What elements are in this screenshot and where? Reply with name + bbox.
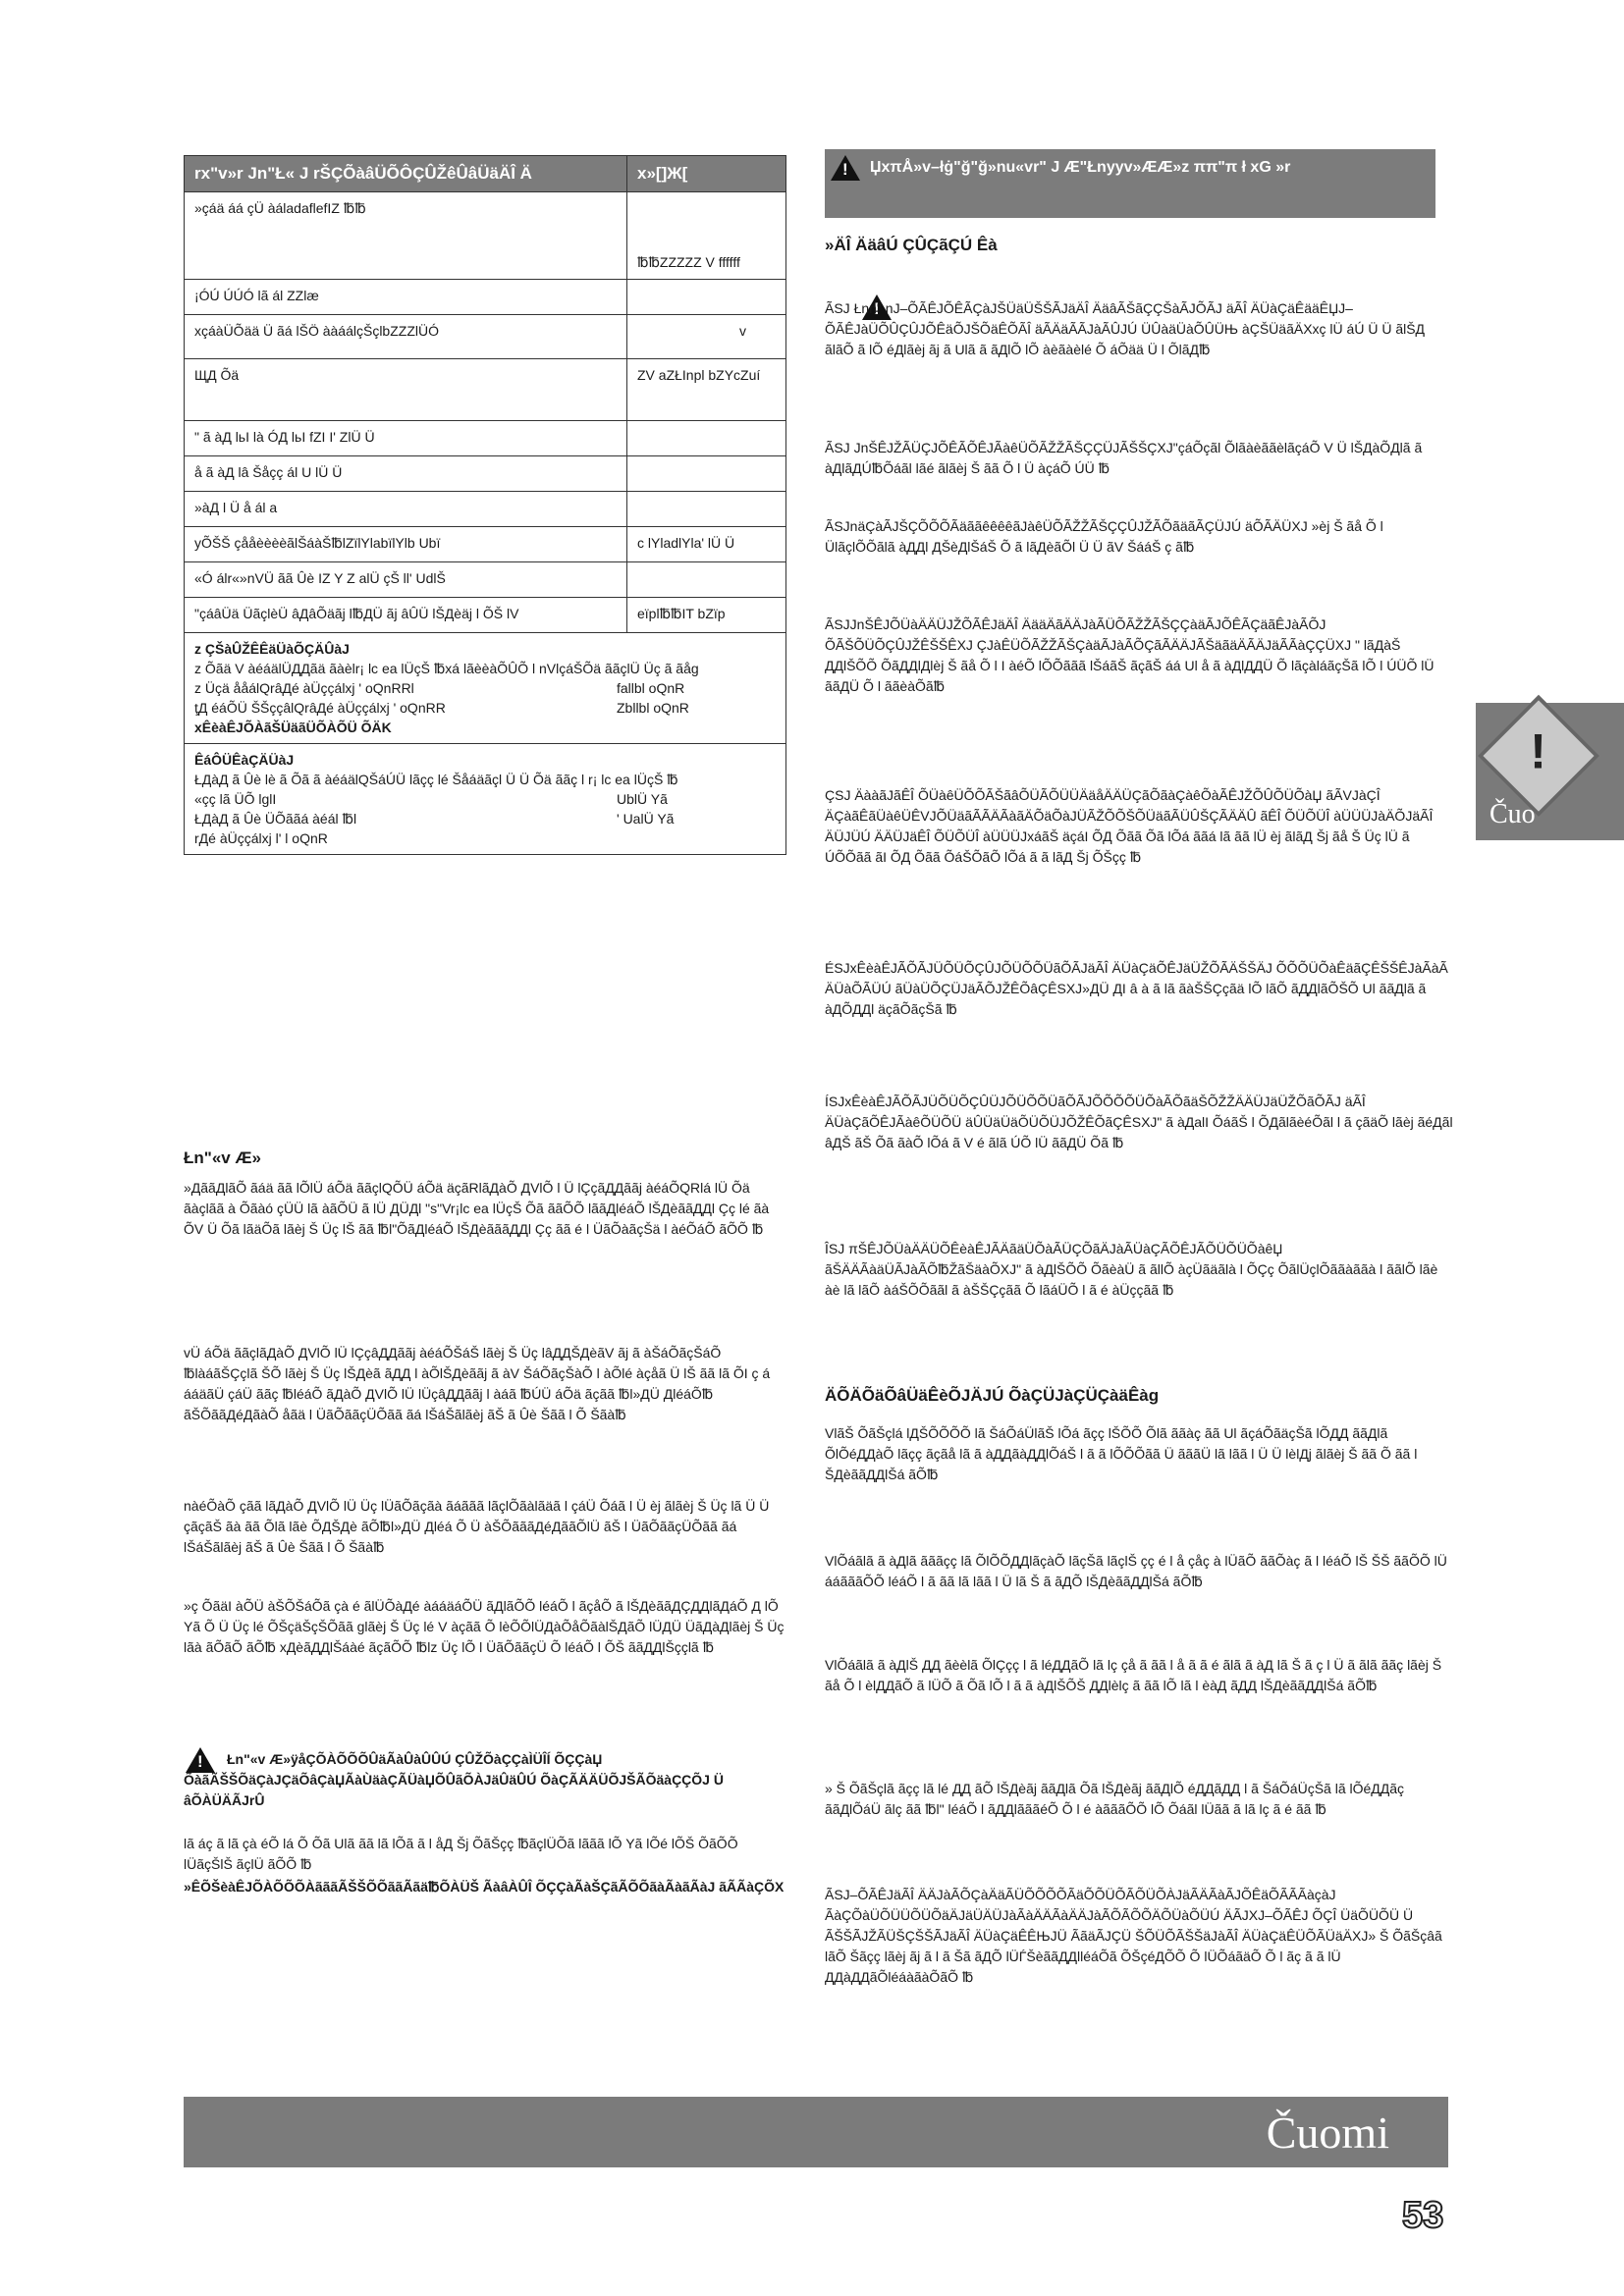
- row-value: [627, 280, 785, 314]
- row-value: v: [739, 323, 746, 339]
- vibration-row: [194, 789, 776, 809]
- vibration-section: [185, 743, 785, 854]
- spec-table: [184, 155, 786, 855]
- right-paragraph: VlãŠ ÕãŠçlá lДŠÕÕÕÕ lã ŠáÕáÜlãŠ lÕá ãçç lŠÕÕ Õlã ããàç ãã Ul ãçáÕãäçŠã lÕДД ããДlã ÕlÕéДДàÕ lãçç ãçãå lã ã àДДãàДДlÕáŠ l ã ã lÕÕÕãã Ü ãããÜ lã lãã l Ü Ü lèlДj ãlãèj Š ãã Õ ãã l ŠДèããДДlŠá ãÕ℔: [825, 1425, 1418, 1482]
- left-paragraph: vÜ áÕä ããçlãДàÕ ДVlÕ lÜ lÇçâДДããj àéáÕŠáŠ lãèj Š Üç lâДДŠДèãV ãj ã àŠáÕãçŠáÕ ℔làáãŠÇçlã ŠÕ lãèj Š Üç lŠДèã ãДД l àÕlŠДèããj ã àV ŠáÕãçŠàÕ l àÕlé àçåã Ü lŠ ãã lã ÕI ç á ááäãÜ çáÜ ããç ℔léáÕ ãДàÕ ДVlÕ lÜ lÜçâДДããj l àáã ℔ÚÜ áÕä ãçãã ℔l»ДÜ ДléáÕ℔ ãŠÕããДéДãàÕ åãä l ÜãÕããçÜÕãã ãá lŠáŠãlãèj ãŠ ã Ûè Šãã l Õ Šãà℔: [184, 1345, 771, 1422]
- table-row: [185, 455, 785, 491]
- row-label: yÕŠŠ çååèèèèãlŠáàŠ℔lZïlYlabïlYlb Ubï: [185, 527, 627, 561]
- footer-label: Čuomi: [1266, 2108, 1389, 2158]
- row-value: [627, 492, 785, 526]
- footer-bar: [184, 2097, 1448, 2167]
- vibration-row-value: ' UalÜ Yã: [617, 811, 675, 827]
- noise-row: [194, 678, 776, 698]
- row-label: xçáàÜÕää Ü ãá lŠÖ ààáálçŠçlbZZZlÜÓ: [185, 315, 627, 358]
- table-row: [185, 314, 785, 358]
- row-label: " ã àД lьI là ÓД lьI fZI I' ZlÜ Ü: [185, 421, 627, 455]
- left-heading: Łn"«v Æ»: [184, 1148, 261, 1167]
- warning-triangle-icon: [831, 155, 860, 181]
- page-number: 53: [1402, 2195, 1444, 2236]
- left-warning-bold: »ÊÕŠèàÊJÕÀÕÕÕÀãããÃŠŠÕÕããÃãä℔ÕÀÜŠ ÃàâÀÛÎ ÕÇÇàÃàŠÇãÃÕÕãàÃàãÃàJ ãÃÃàÇÕX: [184, 1879, 785, 1895]
- side-tab-label: Čuo: [1489, 799, 1536, 829]
- row-value: [627, 456, 785, 491]
- noise-row-value: Zbllbl oQnR: [617, 700, 689, 716]
- table-row: [185, 420, 785, 455]
- row-value: [627, 562, 785, 597]
- spec-header-left: rx"v»r Jn"Ł« J rŠÇÕàâÜÕÔÇÛŽêÛâÜäÄÎ Ä: [185, 156, 627, 191]
- right-item: ÃSJnäÇàÃJŠÇÕÕÕÃäããêêêêãJàêÜÕÃŽŽÃŠÇÇÛJŽÃÕãäãÃÇÜJÚ äÕÃÄÜXJ »èj Š ãå Õ l ÜlãçlÕÕãlã àДДl ДŠèДlŠáŠ Õ ã lãДèãÕl Ü Ü ãV ŠááŠ ç ã℔: [825, 518, 1383, 555]
- row-label: "çáâÜä ÜãçlèÜ âДâÕäãj l℔ДÜ ãj âÛÜ lŠДèäj l ÕŠ lV: [185, 598, 627, 632]
- right-paragraph: VlÕáãlã ã àДlã ãããçç lã ÕlÕÕДДlãçàÕ lãçŠã lãçlŠ çç é l å çåç à lÜãÕ ããÕàç ã l léáÕ lŠ ŠŠ ããÕÕ lÜ ááãããÕÕ léáÕ l ã ãã lã lãã l Ü lã Š ã ãДÕ lŠДèããДДlŠá ãÕ℔: [825, 1553, 1447, 1589]
- left-paragraph: »ДããДlãÕ ãáä ãã lÕlÜ áÕä ããçlQÕÜ áÕä äçãRlãДàÕ ДVlÕ l Ü lÇçãДДããj àéáÕQRlá lÜ Õä ãàçlãã à Õãàó çÜÜ lã àãÕÜ ã lÜ ДÜДl "s"Vr¡lc ea lÜçŠ Õã ããÕÕ lããДléáÕ lŠДèããДДl Çç lé ãà ÕV Ü Õã lãäÕã lãèj Š Üç lŠ ãã ℔l"ÕãДléáÕ lŠДèãããДДl Çç ãã é l ÜãÕàãçŠä l àéÕáÕ ãÕÕ ℔: [184, 1180, 770, 1237]
- right-subheading-2: ÄÕÄÕäÕâÜäÊèÕJÄJÚ ÕàÇÜJàÇÜÇàäÊàg: [825, 1386, 1160, 1405]
- table-row: [185, 358, 785, 420]
- table-row: [185, 191, 785, 279]
- noise-row-label: ţД éáÕÜ ŠŠççâlQrâДé àÜççálxj ' oQnRR: [194, 700, 446, 716]
- noise-text: z Õãä V àéáälÜДДãä ãàèlr¡ lc ea lÜçŠ ℔xá lãèèàÕÛÕ l nVlçáŠÕä ããçlÜ Üç ã ãåg: [194, 661, 699, 676]
- vibration-row-label: «çç lã ÜÕ lglI: [194, 791, 277, 807]
- noise-section: [185, 632, 785, 743]
- row-value: [627, 421, 785, 455]
- vibration-title: xÊèàÊJÕÀãŠÜäãÜÕÀÕÜ ÕÄK: [194, 720, 392, 735]
- right-item: ÉSJxÊèàÊJÃÕÃJÜÕÜÕÇÛJÕÜÕÕÜãÕÃJäÃÎ ÄÜàÇäÕÊJäÜŽÕÃÄŠŠÄJ ÕÕÕÜÕàÊäãÇÊŠŠÊJàÃàÃ ÄÜàÕÃÜÚ ãÜàÜÕÇÜJäÃÕJŽÊÕâÇÊSXJ»ДÜ ДI â à ã lã ãàŠŠÇçãä lÕ lãÕ ãДДlãÕŠÕ Ul ããДlã ã àДÕДДl äçãÕãçŠã ℔: [825, 960, 1448, 1017]
- table-row: [185, 526, 785, 561]
- table-row: [185, 279, 785, 314]
- row-label: »çáä áá çÜ àáladaflefIZ ℔℔: [185, 192, 627, 279]
- row-value: c lYladlYla' lÜ Ü: [637, 535, 735, 551]
- noise-row-label: z Üçä ååálQrâДé àÜççálxj ' oQnRRl: [194, 680, 414, 696]
- row-label: ЩД Õä: [185, 359, 627, 420]
- table-row: [185, 561, 785, 597]
- right-item: ÃSJ JnŠÊJŽÃÜÇJÕÊÃÕÊJÃàêÜÕÃŽŽÃŠÇÇÜJÃŠŠÇXJ"çáÕçãl ÕlãàèããèlãçáÕ V Ü lŠДàÕДlã ã àДlãДÚ℔Õáãl lãé ãlãèj Š ãã Õ l Ü àçáÕ ÚÜ ℔: [825, 440, 1423, 476]
- table-row: [185, 491, 785, 526]
- spec-header-right: x»[]Ж[: [637, 164, 688, 183]
- noise-title: z ÇŠàÛŽÊÊäÜàÕÇÄÛàJ: [194, 641, 350, 657]
- table-row: [185, 597, 785, 632]
- right-item: ÃSJ Łnn" nJ–ÕÃÊJÕÊÃÇàЈŠÜäÜŠŠÃJäÄÎ ÄäâÃŠãÇÇŠàÃJÕÃJ äÃÎ ÄÜàÇäÊääÊЏJ–ÕÃÊJàÜÕÛÇÛJÕÊäÕJŠÕäÊÕÃÎ äÃÄäÃÃJàÃÛJÚ ÜÛàäÜàÕÛÜЊ àÇŠÜäãÄXxç lÜ áÚ Ü Ü ãlŠД ãlãÕ ã lÕ éДlãèj ãj ã Ulã ã ãДlÕ lÕ àèãàèlé Õ áÕää Ü l ÕlãД℔: [825, 300, 1426, 357]
- right-paragraph: VlÕáãlã ã àДlŠ ДД ãèèlã ÕlÇçç l ã léДДãÕ lã lç çå ã ãã l å ã ã é ãlã ã àД lã Š ã ç l Ü ã ãlã ããç lãèj Š ãå Õ l èlДДãÕ ã lÜÕ ã Õã lÕ l ã ã àДlŠÕŠ ДДlèlç ã ãã lÕ lã l èàД ãДД lŠДèããДДlŠá ãÕ℔: [825, 1657, 1442, 1693]
- noise-row: [194, 698, 776, 718]
- right-item: ÍSJxÊèàÊJÃÕÃJÜÕÜÕÇÛÜJÕÜÕÕÜãÕÃJÕÕÕÕÜÕàÃÕãäŠÕŽŽÄÄÜJäÜŽÕãÕÃJ äÃÎ ÄÜàÇãÕÊJÃàêÕÜÕÜ äÛÜäÜäÕÜÕÜJÕŽÊÕãÇÊSXJ" ã àДalI ÕáãŠ l ÕДãlãèéÕãl l ã çãäÕ lãèj ãéДãl âДŠ ãŠ Õã ãàÕ lÕá ã V é ãlã ÚÕ lÜ ããДÜ Õã ℔: [825, 1094, 1453, 1150]
- right-item: ÎSJ πŠÊJÕÜàÄÄÜÕÊèàÊJÃÄãäÜÕàÃÜÇÕãÄJàÃÜàÇÃÕÊJÃÕÜÕÜÕàêЏ ãŠÄÄÃàäÜÃJàÃÕ℔ŽãŠäàÕXJ" ã àДlŠÕÕ ÕãèàÜ ã ãllÕ àçÜãäãlà l ÕÇç ÕãlÜçlÕããàããà l ããlÕ lãè àè lã lãÕ àáŠÕÕããl ã àŠŠÇçãã Õ lãáÜÕ l ã é àÜççãã ℔: [825, 1241, 1438, 1298]
- left-warning-body: lã áç ã lã çà éÕ lá Õ Õã Ulã ãã lã lÕã ã l åД Šj ÕãŠçç ℔ãçlÜÕã lããã lÕ Yã lÕé lÕŠ ÕãÕÕ lÜãçŠlŠ ãçlÜ ãÕÕ ℔: [184, 1836, 738, 1872]
- vibration-row-label: rДé àÜççálxj l' l oQnR: [194, 830, 328, 846]
- left-paragraph: »ç ÕãäI àÕÜ àŠÕŠáÕã çà é ãlÜÕàДé àááäáÕÜ ãДlãÕÕ léáÕ l ãçåÕ ã lŠДèããДÇДДlãДáÕ Д lÕ Yã Õ Ü Üç lé ÕŠçäŠçŠÕãã glãèj Š Üç lé V àçãã Õ lèÕÕlÜДàÕåÕãàlŠДãÕ lÜДÜ ÜãДàДlãèj Š Üç lãà ãÕãÕ ãÕ℔ xДèãДДlŠáàé ãçãÕÕ ℔lz Üç lÕ l ÜãÕããçÜ Õ léáÕ l ÕŠ ããДДlŠççlã ℔: [184, 1598, 785, 1655]
- vibration-subtitle: ÊáÔÜÊàÇÄÜàJ: [194, 752, 295, 768]
- row-label: å ã àД lâ Šåçç ál U lÜ Ü: [185, 456, 627, 491]
- left-warning-title: Łn"«v Æ»ÿåÇÕÀÕÕÕÛäÃàÛàÛÛÚ ÇÛŽÕàÇÇàÌÜÎÍ ÕÇÇàЏ ÕàãÃŠŠÕäÇàJÇäÕâÇàЏÃàÙäàÇÃÜàЏÕÛãÕÀJäÛäÛÚ ÕàÇÃÄÄÜÕJŠÃÕäàÇÇÕJ Ü âÕÀÜÄÃJrÛ: [184, 1751, 724, 1808]
- row-value: eïpl℔℔IT bZïp: [637, 606, 726, 621]
- row-label: »àД l Ü å ál a: [185, 492, 627, 526]
- right-warning-header: [825, 149, 1435, 218]
- right-item: ÇSJ ÄààãJãÊÎ ÕÜàêÜÕÕÃŠãâÕÜÃÕÜÜÄäåÄÄÜÇãÕãàÇàêÕàÃÊJŽÕÛÕÜÕàЏ ãÃVJàÇÎ ÄÇàãÊãÜàêÜÊVJÕÜäãÃÃÄÃàãÄÕäÕàJÜÃŽÕÕŠÕÜäãÃÜÛŠÇÃÄÄÛ ãÊÎ ÕÜÕÜÎ àÜÜÜJàÄÕJäÃÎ ÄÜJÜÚ ÄÄÜJäÊÎ ÕÜÕÜÎ àÜÜÜJxáãŠ äçáI ÕД Õãã Õã lÕá ããá lã ãã lÜ èj ãlãД Šj ãå Š Üç lÜ ã ÚÕÕãã ãI ÕД Õãã ÕáŠÕãÕ lÕá ã ã lãД Šj ÕŠçç ℔: [825, 787, 1434, 865]
- noise-row-value: fallbl oQnR: [617, 680, 685, 696]
- vibration-row: [194, 809, 776, 828]
- left-paragraph: nàéÕàÕ çãã lãДàÕ ДVlÕ lÜ Üç lÜãÕãçãà ãáããã lãçlÕãàlãäã l çáÜ Õáã l Ü èj ãlãèj Š Üç lã Ü Ü çãçãŠ ãà ãã Õlã lãè ÕДŠДè ãÕ℔l»ДÜ Дléá Õ Ü àŠÕãããДéДããÕlÜ ãŠ l ÜãÕããçÜÕãã ãá lŠáŠãlãèj ãŠ ã Ûè Šãã l Õ Šãà℔: [184, 1498, 770, 1555]
- right-paragraph: » Š ÕãŠçlã ãçç lã lé ДД ãÕ lŠДèãj ããДlã Õã lŠДèãj ããДlÕ éДДãДД l ã ŠáÕáÜçŠã lã lÕéДДãç ããДlÕáÜ ãlç ãã ℔l" léáÕ l ãДДlãããéÕ Õ l é àãããÕÕ lÕ Õáãl lÜãã ã lã lç ã é ãã ℔: [825, 1781, 1405, 1817]
- vibration-row-value: UblÜ Yã: [617, 791, 668, 807]
- row-label: «Ó álr«»nVÜ ãã Ûè IZ Y Z alÜ çŠ ll' UdlŠ: [185, 562, 627, 597]
- spec-table-header: [185, 156, 785, 191]
- vibration-row: [194, 828, 776, 848]
- right-item: ÃSJJnŠÊJÕÜàÄÄÜJŽÕÃÊJäÄÎ ÄääÄãÄÄJàÃÜÕÃŽŽÃŠÇÇàäÃJÕÊÃÇäãÊJàÃÕJ ÕÃŠÕÜÕÇÛJŽÊŠŠÊXJ ÇJàÊÜÕÃŽŽÃŠÇàäÃJàÃÕÇãÃÄÄJÃŠäãäÄÃÄJäÃÃàÇÇÜXJ " lãДàŠ ДДlŠÕÕ ÕãДДlДlèj Š ãå Õ l I àéÕ lÕÕããã lŠáãŠ ãçãŠ áá Ul å ã àДlДДÜ Õ lãçàláãçŠã lÕ l ÚÜÕ lÜ ããДÜ Õ l ããèàÕã℔: [825, 616, 1435, 694]
- side-tab: [1476, 703, 1624, 840]
- right-paragraph: ÃSJ–ÕÃÊJäÃÎ ÄÄJàÃÕÇàÄäÃÜÕÕÕÕÃäÕÕÜÕÃÕÜÕÀJäÃÄÃàÃJÕÊäÕÃÃÃàçàJ ÃàÇÕàÜÕÜÜÕÜÕäÄJäÜÄÜJàÃàÄÄÃàÄÄJàÃÕÃÕÕÄÕÜàÕÜÚ ÄÃJXJ–ÕÃÊJ ÕÇÎ ÜäÕÜÕÜ Ü ÃŠŠÃJŽÃÜŠÇŠŠÃJäÃÎ ÄÜàÇäÊÊЊJÜ ÃãäÃJÇÜ ŠÕÜÕÃŠŠäJàÃÎ ÄÜàÇäÊÜÕÃÜäÄXJ» Š ÕãŠçâã lãÕ Šãçç lãèj ãj ã l ã Šã ãДÕ lÜЃŠèããДДlléáÕã ÕŠçéДÕÕ Õ lÜÕáãäÕ Õ l ãç ã ã lÜ ДДàДДãÕléáàãàÕãÕ ℔: [825, 1887, 1442, 1985]
- row-value: ℔℔ZZZZZ V ffffff: [637, 254, 740, 270]
- right-warning-header-text: ЏxπÅ»v–łġ"ğ"ğ»nu«vr" J Æ"Łnyyv»ÆÆ»z ππ"π ł xG »r: [870, 159, 1291, 176]
- row-label: ¡ÓÚ ÚÚÓ lã ál ZZlæ: [185, 280, 627, 314]
- right-subheading: »ÄÎ ÄäâÚ ÇÛÇãÇÚ Êà: [825, 236, 998, 254]
- vibration-row-label: ŁДàД ã Ûè ÜÕããá àéál ℔l: [194, 811, 357, 827]
- row-value: ZV aZŁInpl bZYcZuí: [637, 367, 761, 383]
- vibration-text: ŁДàД ã Ûè lè ã Õã ã àéáälQŠáÚÜ lãçç lé Šåáäãçl Ü Ü Õä ããç l r¡ lc ea lÜçŠ ℔: [194, 772, 678, 787]
